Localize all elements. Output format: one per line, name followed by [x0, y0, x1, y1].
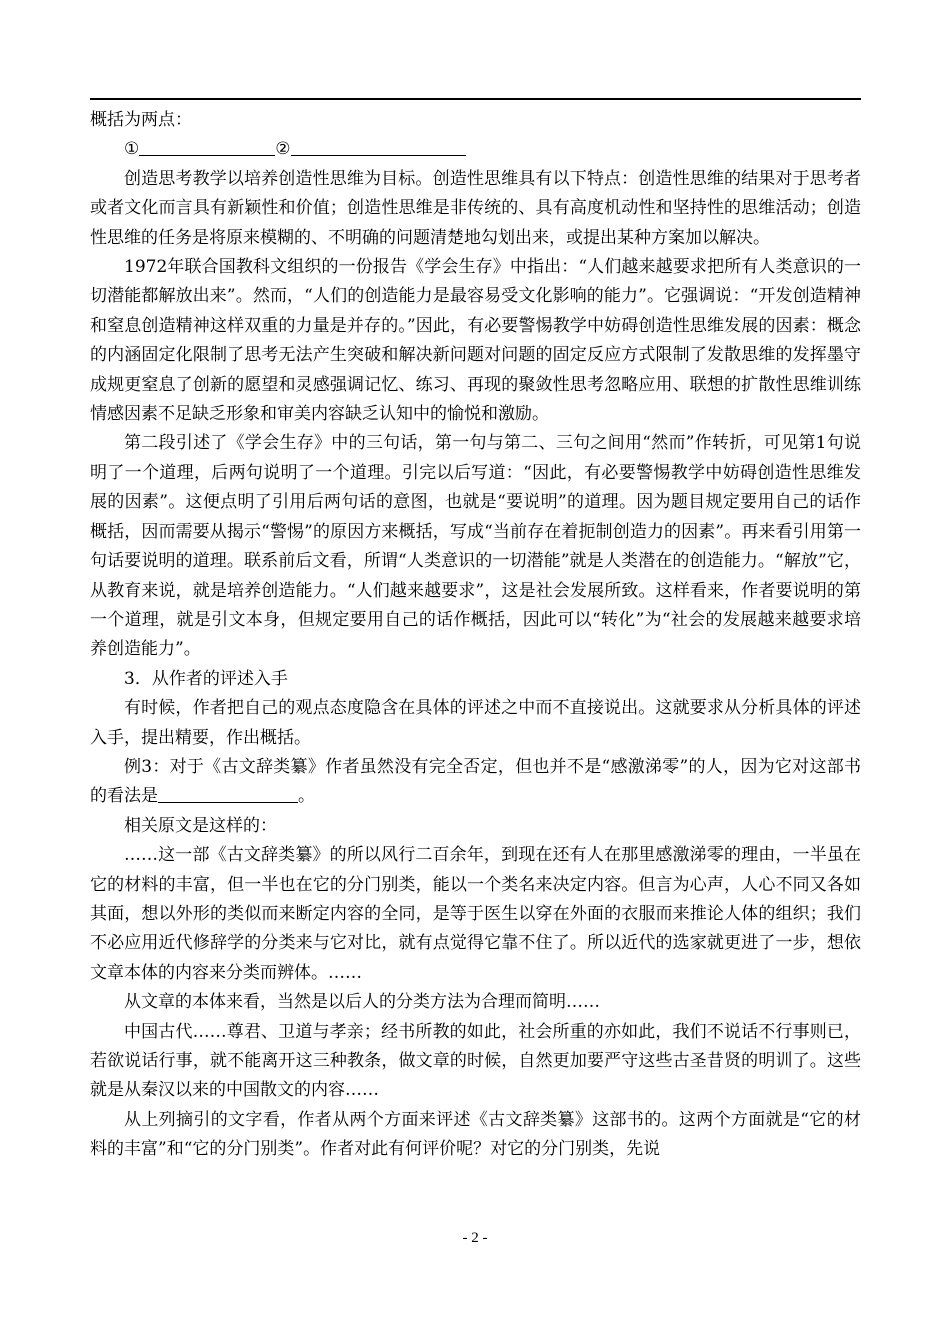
answer-blank-3 [158, 785, 298, 803]
intro-line: 概括为两点： [90, 110, 192, 130]
paragraph: 相关原文是这样的： [124, 815, 277, 836]
quoted-paragraph: 从文章的本体来看，当然是以后人的分类方法为合理而简明…… [124, 992, 600, 1013]
paragraph: 从上列摘引的文字看，作者从两个方面来评述《古文辞类纂》这部书的。这两个方面就是“它的材料的丰富”和“它的分门别类”。作者对此有何评价呢？对它的分门别类，先说 [90, 1109, 861, 1160]
paragraph: 第二段引述了《学会生存》中的三句话，第一句与第二、三句之间用“然而”作转折，可见第1句说明了一个道理，后两句说明了一个道理。引完以后写道：“因此，有必要警惕教学中妨碍创造性思维发展的因素”。这便点明了引用后两句话的意图，也就是“要说明”的道理。因为题目规定要用自己的话作概括，因而需要从揭示“警惕”的原因方来概括，写成“当前存在着扼制创造力的因素”。再来看引用第一句话要说明的道理。联系前后文看，所谓“人类意识的一切潜能”就是人类潜在的创造能力。“解放”它，从教育来说，就是培养创造能力。“人们越来越要求”，这是社会发展所致。这样看来，作者要说明的第一个道理，就是引文本身，但规定要用自己的话作概括，因此可以“转化”为“社会的发展越来越要求培养创造能力”。 [90, 433, 861, 660]
example-end: 。 [298, 786, 315, 807]
answer-blank-2 [291, 138, 466, 156]
answer-blank-1 [139, 138, 275, 156]
blank-marker-1: ① [124, 139, 140, 160]
document-body [90, 106, 861, 1165]
paragraph: 1972年联合国教科文组织的一份报告《学会生存》中指出：“人们越来越要求把所有人类意识的一切潜能都解放出来”。然而，“人们的创造能力是最容易受文化影响的能力”。它强调说：“开发创造精神和窒息创造精神这样双重的力量是并存的。”因此，有必要警惕教学中妨碍创造性思维发展的因素：概念的内涵固定化限制了思考无法产生突破和解决新问题对问题的固定反应方式限制了发散思维的发挥墨守成规更窒息了创新的愿望和灵感强调记忆、练习、再现的聚敛性思考忽略应用、联想的扩散性思维训练情感因素不足缺乏形象和审美内容缺乏认知中的愉悦和激励。 [90, 257, 861, 425]
example-text: 例3：对于《古文辞类纂》作者虽然没有完全否定，但也并不是“感激涕零”的人，因为它对这部书的看法是 [90, 756, 861, 807]
quoted-paragraph: 中国古代……尊君、卫道与孝亲；经书所教的如此，社会所重的亦如此，我们不说话不行事则已，若欲说话行事，就不能离开这三种教条，做文章的时候，自然更加要严守这些古圣昔贤的明训了。这些就是从秦汉以来的中国散文的内容…… [90, 1021, 861, 1101]
example-question [90, 753, 861, 812]
header-rule [90, 98, 861, 100]
page-number: - 2 - [462, 1230, 488, 1246]
quoted-paragraph: ……这一部《古文辞类纂》的所以风行二百余年，到现在还有人在那里感激涕零的理由，一半虽在它的材料的丰富，但一半也在它的分门别类，能以一个类名来决定内容。但言为心声，人心不同又各如其面，想以外形的类似而来断定内容的全同，是等于医生以穿在外面的衣服而来推论人体的组织；我们不必应用近代修辞学的分类来与它对比，就有点觉得它靠不住了。所以近代的选家就更进了一步，想依文章本体的内容来分类而辨体。…… [90, 845, 861, 983]
paragraph: 创造思考教学以培养创造性思维为目标。创造性思维具有以下特点：创造性思维的结果对于思考者或者文化而言具有新颖性和价值；创造性思维是非传统的、具有高度机动性和坚持性的思维活动；创造性思维的任务是将原来模糊的、不明确的问题清楚地勾划出来，或提出某种方案加以解决。 [90, 168, 861, 248]
answer-blanks-line [90, 135, 861, 164]
section-heading: 3．从作者的评述入手 [124, 668, 288, 689]
blank-marker-2: ② [275, 139, 291, 160]
paragraph: 有时候，作者把自己的观点态度隐含在具体的评述之中而不直接说出。这就要求从分析具体的评述入手，提出精要，作出概括。 [90, 698, 861, 748]
